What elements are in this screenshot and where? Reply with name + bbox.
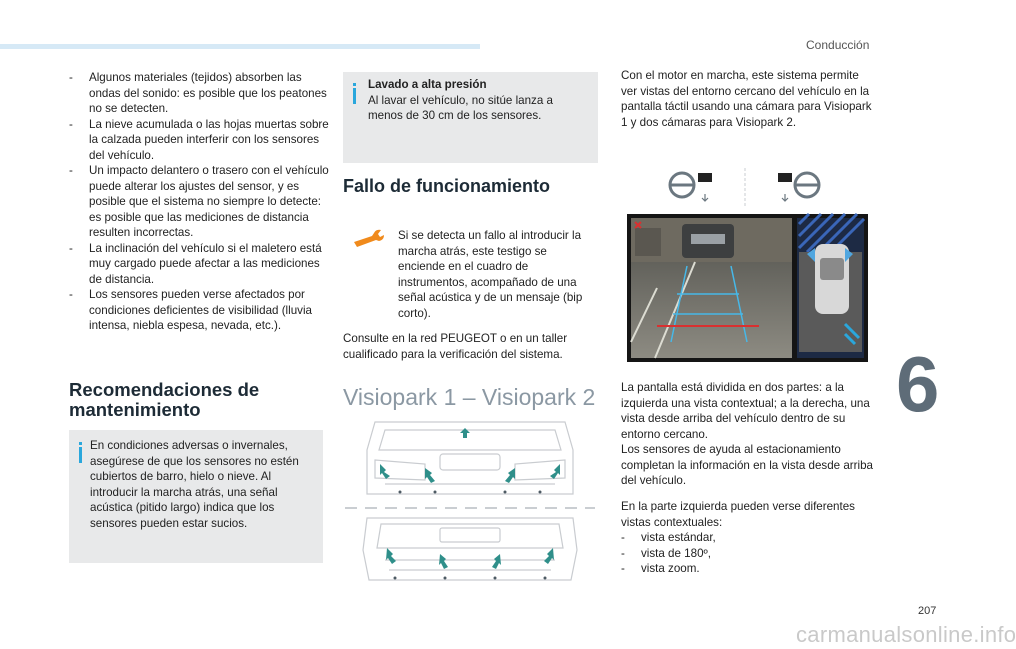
page-number: 207 <box>918 605 937 617</box>
info-icon-bar <box>79 447 82 463</box>
list-item: - La nieve acumulada o las hojas muertas sobre la calzada pueden interferir con los sensores del vehículo. <box>69 117 329 162</box>
fault-text: Si se detecta un fallo al introducir la marcha atrás, este testigo se enciende en el cuadro de instrumentos, acompañado de una señal acústica y de un mensaje (bip corto). <box>398 229 583 320</box>
wash-note-title: Lavado a alta presión <box>368 78 487 91</box>
list-item: - Los sensores pueden verse afectados por condiciones deficientes de visibilidad (lluvia intensa, niebla espesa, nevada, etc.). <box>69 288 312 332</box>
consult-text: Consulte en la red PEUGEOT o en un taller cualificado para la verificación del sistema. <box>343 332 568 361</box>
list-item: - Un impacto delantero o trasero con el vehículo puede alterar los ajustes del sensor, y es posible que el sistema no siempre lo detecte: es posible que las mediciones de distancia resulten incorrectas. <box>69 164 329 239</box>
camera-icons <box>660 168 830 208</box>
list-item: - La inclinación del vehículo si el maletero está muy cargado puede afectar a las mediciones de distancia. <box>69 241 322 286</box>
left-bullet-list <box>69 70 331 334</box>
info-icon <box>353 83 356 86</box>
visiopark-title: Visiopark 1 – Visiopark 2 <box>343 384 596 410</box>
rear-camera-icon <box>778 173 819 201</box>
sensors-text: Los sensores de ayuda al estacionamiento completan la información en la vista desde arriba del vehículo. <box>621 443 873 487</box>
header-accent-bar <box>0 44 480 49</box>
front-camera-icon <box>670 173 712 201</box>
pressure-wash-note <box>343 72 598 163</box>
split-screen-text: La pantalla está dividida en dos partes: a la izquierda una vista contextual; a la derecha, una vista desde arriba del vehículo dentro de su entorno cercano. <box>621 381 870 441</box>
watermark: carmanualsonline.info <box>796 622 1016 647</box>
list-item: - vista zoom. <box>621 562 700 575</box>
views-intro: En la parte izquierda pueden verse diferentes vistas contextuales: <box>621 500 855 529</box>
sensor-location-diagram <box>345 420 595 586</box>
list-item: - vista estándar, <box>621 531 716 544</box>
visiopark-intro: Con el motor en marcha, este sistema permite ver vistas del entorno cercano del vehículo en la pantalla táctil usando una cámara para Visiopark 1 y dos cámaras para Visiopark 2. <box>621 69 872 129</box>
section-label: Conducción <box>806 38 870 52</box>
info-icon <box>79 442 82 445</box>
camera-view <box>627 214 868 362</box>
camera-screen <box>627 214 868 362</box>
maintenance-title: Recomendaciones de mantenimiento <box>69 379 260 420</box>
list-item: - Algunos materiales (tejidos) absorben las ondas del sonido: es posible que los peatones no se detecten. <box>69 71 327 115</box>
wash-note-text: Al lavar el vehículo, no sitúe lanza a menos de 30 cm de los sensores. <box>368 93 553 122</box>
list-item: - vista de 180º, <box>621 546 711 560</box>
views-list <box>621 530 876 577</box>
info-icon-bar <box>353 88 356 104</box>
fault-title: Fallo de funcionamiento <box>343 176 551 196</box>
wrench-warning-icon <box>352 228 386 250</box>
maintenance-note: En condiciones adversas o invernales, asegúrese de que los sensores no estén cubiertos de barro, hielo o nieve. Al introducir la marcha atrás, una señal acústica (pitido largo) indica que los sensores pueden estar sucios. <box>69 430 323 563</box>
chapter-number: 6 <box>896 340 940 428</box>
